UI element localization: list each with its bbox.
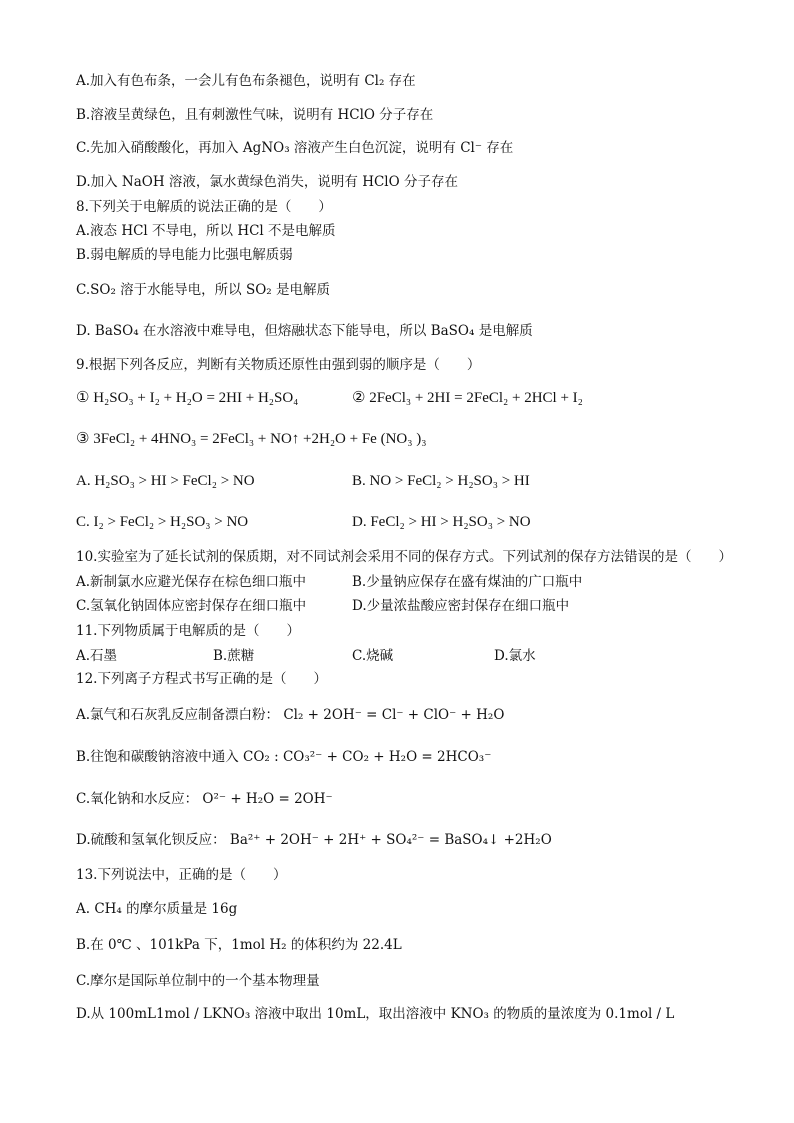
q13-option-a: A. CH₄ 的摩尔质量是 16g <box>76 901 238 917</box>
q13-option-d: D.从 100mL1mol / LKNO₃ 溶液中取出 10mL，取出溶液中 KNO₃ 的物质的量浓度为 0.1mol / L <box>76 1006 675 1022</box>
q12-option-a: A.氯气和石灰乳反应制备漂白粉： Cl₂ + 2OH⁻ = Cl⁻ + ClO⁻ + H₂O <box>76 707 505 723</box>
q12-option-b: B.往饱和碳酸钠溶液中通入 CO₂ : CO₃²⁻ + CO₂ + H₂O = 2HCO₃⁻ <box>76 749 492 765</box>
q11-option-c: C.烧碱 <box>352 648 394 664</box>
q10-option-d: D.少量浓盐酸应密封保存在细口瓶中 <box>352 598 570 614</box>
q8-option-b: B.弱电解质的导电能力比强电解质弱 <box>76 247 293 263</box>
q7-option-c: C.先加入硝酸酸化，再加入 AgNO₃ 溶液产生白色沉淀，说明有 Cl⁻ 存在 <box>76 140 514 156</box>
q10-option-b: B.少量钠应保存在盛有煤油的广口瓶中 <box>352 574 583 590</box>
q9-option-c: C. I₂ > FeCl₂ > H₂SO₃ > NO <box>76 514 249 530</box>
q9-stem: 9.根据下列各反应，判断有关物质还原性由强到弱的顺序是（ ） <box>76 357 481 373</box>
q8-option-c: C.SO₂ 溶于水能导电，所以 SO₂ 是电解质 <box>76 282 330 298</box>
q7-option-d: D.加入 NaOH 溶液，氯水黄绿色消失，说明有 HClO 分子存在 <box>76 174 458 190</box>
q11-option-b: B.蔗糖 <box>213 648 255 664</box>
q7-option-b: B.溶液呈黄绿色，且有刺激性气味，说明有 HClO 分子存在 <box>76 107 434 123</box>
q8-option-a: A.液态 HCl 不导电，所以 HCl 不是电解质 <box>76 223 336 239</box>
q9-option-d: D. FeCl₂ > HI > H₂SO₃ > NO <box>352 514 531 530</box>
q8-option-d: D. BaSO₄ 在水溶液中难导电，但熔融状态下能导电，所以 BaSO₄ 是电解质 <box>76 323 533 339</box>
q11-option-a: A.石墨 <box>76 648 118 664</box>
q10-stem: 10.实验室为了延长试剂的保质期，对不同试剂会采用不同的保存方式。下列试剂的保存方法错误的是（ ） <box>76 549 732 565</box>
q13-option-b: B.在 0℃ 、101kPa 下，1mol H₂ 的体积约为 22.4L <box>76 937 402 953</box>
q9-reaction-2: ② 2FeCl₃ + 2HI = 2FeCl₂ + 2HCl + I₂ <box>352 390 583 406</box>
q10-option-a: A.新制氯水应避光保存在棕色细口瓶中 <box>76 574 307 590</box>
q11-option-d: D.氯水 <box>494 648 536 664</box>
q9-option-b: B. NO > FeCl₂ > H₂SO₃ > HI <box>352 473 530 489</box>
q12-option-d: D.硫酸和氢氧化钡反应： Ba²⁺ + 2OH⁻ + 2H⁺ + SO₄²⁻ = BaSO₄↓ +2H₂O <box>76 832 552 848</box>
q13-stem: 13.下列说法中，正确的是（ ） <box>76 867 287 883</box>
q9-reaction-3: ③ 3FeCl₂ + 4HNO₃ = 2FeCl₃ + NO↑ +2H₂O + Fe (NO₃ )₃ <box>76 431 427 447</box>
q11-stem: 11.下列物质属于电解质的是（ ） <box>76 623 300 639</box>
q12-option-c: C.氧化钠和水反应： O²⁻ + H₂O = 2OH⁻ <box>76 791 333 807</box>
q9-reaction-1: ① H₂SO₃ + I₂ + H₂O = 2HI + H₂SO₄ <box>76 390 299 406</box>
q7-option-a: A.加入有色布条，一会儿有色布条褪色，说明有 Cl₂ 存在 <box>76 73 416 89</box>
q12-stem: 12.下列离子方程式书写正确的是（ ） <box>76 671 327 687</box>
q8-stem: 8.下列关于电解质的说法正确的是（ ） <box>76 199 332 215</box>
q13-option-c: C.摩尔是国际单位制中的一个基本物理量 <box>76 973 320 989</box>
q10-option-c: C.氢氧化钠固体应密封保存在细口瓶中 <box>76 598 307 614</box>
q9-option-a: A. H₂SO₃ > HI > FeCl₂ > NO <box>76 473 255 489</box>
